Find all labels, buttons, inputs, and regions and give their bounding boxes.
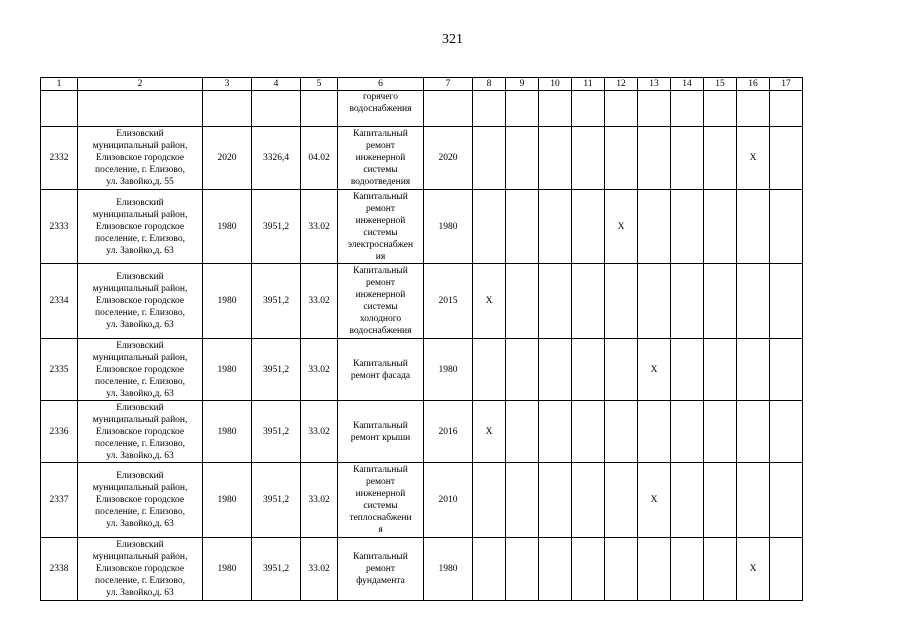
empty-cell	[737, 339, 770, 401]
table-row	[41, 401, 803, 463]
work-type-cell	[338, 538, 424, 601]
empty-cell	[704, 91, 737, 127]
empty-cell	[770, 264, 803, 339]
empty-cell	[473, 91, 506, 127]
address-cell	[78, 264, 203, 339]
plan-year: 2016	[424, 401, 473, 463]
empty-cell	[605, 463, 638, 538]
table-row	[41, 127, 803, 190]
code: 33.02	[301, 264, 338, 339]
area: 3951,2	[252, 463, 301, 538]
address-cell	[78, 127, 203, 190]
empty-cell	[572, 127, 605, 190]
work-line: инженерной	[355, 153, 406, 163]
column-header: 16	[737, 78, 770, 91]
build-year: 1980	[203, 463, 252, 538]
work-line: системы	[363, 501, 398, 511]
x-mark: X	[737, 127, 770, 190]
plan-year: 1980	[424, 190, 473, 264]
work-line: водоснабжения	[349, 326, 412, 336]
work-line: ремонт	[366, 141, 395, 151]
empty-cell	[572, 190, 605, 264]
row-number: 2333	[41, 190, 78, 264]
empty-cell	[704, 401, 737, 463]
area: 3326,4	[252, 127, 301, 190]
empty-cell	[473, 127, 506, 190]
column-header: 6	[338, 78, 424, 91]
column-header: 2	[78, 78, 203, 91]
empty-cell	[704, 190, 737, 264]
address-line: Елизовский	[116, 471, 164, 481]
empty-cell	[605, 339, 638, 401]
address-line: Елизовский	[116, 340, 164, 351]
empty-cell	[671, 463, 704, 538]
row-number: 2332	[41, 127, 78, 190]
empty-cell	[770, 190, 803, 264]
continuation-row	[41, 91, 803, 127]
empty-cell	[638, 127, 671, 190]
work-line: Капитальный	[353, 465, 408, 475]
work-line: ремонт	[366, 477, 395, 487]
address-cell	[78, 538, 203, 601]
empty-cell	[539, 463, 572, 538]
empty-cell	[539, 264, 572, 339]
work-line: Капитальный	[353, 358, 408, 369]
address-cell	[78, 463, 203, 538]
build-year: 2020	[203, 127, 252, 190]
work-type-cell	[338, 127, 424, 190]
table-row	[41, 339, 803, 401]
address-line: муниципальный район,	[92, 552, 188, 562]
empty-cell	[572, 91, 605, 127]
area: 3951,2	[252, 190, 301, 264]
area: 3951,2	[252, 339, 301, 401]
work-line: инженерной	[355, 215, 406, 226]
empty-cell	[572, 538, 605, 601]
address-line: поселение, г. Елизово,	[95, 376, 185, 387]
address-line: поселение, г. Елизово,	[95, 507, 185, 517]
empty-cell	[605, 538, 638, 601]
empty-cell	[78, 91, 203, 127]
row-number: 2337	[41, 463, 78, 538]
empty-cell	[671, 264, 704, 339]
empty-cell	[605, 127, 638, 190]
address-line: Елизовское городское	[95, 153, 185, 163]
x-mark: X	[638, 463, 671, 538]
column-header: 10	[539, 78, 572, 91]
code: 04.02	[301, 127, 338, 190]
code: 33.02	[301, 401, 338, 463]
page-number: 321	[442, 32, 463, 47]
work-line: Капитальный	[353, 191, 408, 202]
empty-cell	[737, 463, 770, 538]
empty-cell	[770, 127, 803, 190]
empty-cell	[572, 463, 605, 538]
empty-cell	[572, 401, 605, 463]
address-line: поселение, г. Елизово,	[95, 308, 185, 318]
plan-year: 2015	[424, 264, 473, 339]
empty-cell	[252, 91, 301, 127]
build-year: 1980	[203, 538, 252, 601]
address-line: Елизовский	[116, 197, 164, 208]
empty-cell	[506, 463, 539, 538]
empty-cell	[638, 91, 671, 127]
address-line: поселение, г. Елизово,	[95, 576, 185, 586]
plan-year: 2020	[424, 127, 473, 190]
work-line: системы	[363, 227, 398, 238]
empty-cell	[704, 264, 737, 339]
work-type-cell	[338, 463, 424, 538]
address-line: муниципальный район,	[92, 414, 188, 425]
address-line: Елизовский	[116, 272, 164, 282]
empty-cell	[473, 190, 506, 264]
empty-cell	[671, 401, 704, 463]
address-line: Елизовское городское	[95, 495, 185, 505]
address-line: ул. Завойко,д. 63	[106, 519, 174, 529]
column-header: 3	[203, 78, 252, 91]
empty-cell	[671, 127, 704, 190]
empty-cell	[770, 91, 803, 127]
column-header: 9	[506, 78, 539, 91]
address-line: муниципальный район,	[92, 209, 188, 220]
table-row	[41, 463, 803, 538]
work-line: ремонт крыши	[350, 432, 411, 443]
empty-cell	[704, 538, 737, 601]
column-header: 1	[41, 78, 78, 91]
build-year: 1980	[203, 264, 252, 339]
plan-year: 2010	[424, 463, 473, 538]
address-line: Елизовское городское	[95, 426, 185, 437]
x-mark: X	[638, 339, 671, 401]
column-header: 4	[252, 78, 301, 91]
work-line: инженерной	[355, 489, 406, 499]
address-line: ул. Завойко,д. 63	[106, 320, 174, 330]
address-line: муниципальный район,	[92, 483, 188, 493]
work-line: ия	[375, 251, 386, 262]
empty-cell	[770, 401, 803, 463]
address-cell	[78, 401, 203, 463]
address-line: поселение, г. Елизово,	[95, 165, 185, 175]
empty-cell	[704, 339, 737, 401]
empty-cell	[506, 190, 539, 264]
x-mark: X	[473, 401, 506, 463]
empty-cell	[704, 463, 737, 538]
row-number: 2334	[41, 264, 78, 339]
table-row	[41, 264, 803, 339]
column-header: 13	[638, 78, 671, 91]
work-line: горячего	[363, 92, 398, 102]
address-line: ул. Завойко,д. 63	[106, 588, 174, 598]
address-line: ул. Завойко,д. 63	[106, 450, 174, 461]
empty-cell	[301, 91, 338, 127]
address-line: поселение, г. Елизово,	[95, 438, 185, 449]
address-cell	[78, 339, 203, 401]
empty-cell	[539, 339, 572, 401]
row-number: 2336	[41, 401, 78, 463]
x-mark: X	[473, 264, 506, 339]
work-line: холодного	[359, 314, 402, 324]
address-line: муниципальный район,	[92, 352, 188, 363]
empty-cell	[770, 339, 803, 401]
work-line: ремонт фасада	[350, 370, 411, 381]
column-header: 17	[770, 78, 803, 91]
address-line: поселение, г. Елизово,	[95, 233, 185, 244]
empty-cell	[506, 264, 539, 339]
area: 3951,2	[252, 538, 301, 601]
empty-cell	[770, 538, 803, 601]
area: 3951,2	[252, 264, 301, 339]
code: 33.02	[301, 538, 338, 601]
empty-cell	[203, 91, 252, 127]
empty-cell	[605, 401, 638, 463]
work-line: Капитальный	[353, 266, 408, 276]
plan-year: 1980	[424, 339, 473, 401]
address-line: муниципальный район,	[92, 284, 188, 294]
work-type-cell	[338, 91, 424, 127]
empty-cell	[424, 91, 473, 127]
code: 33.02	[301, 339, 338, 401]
address-line: Елизовское городское	[95, 364, 185, 375]
x-mark: X	[605, 190, 638, 264]
work-line: я	[378, 525, 383, 535]
empty-cell	[770, 463, 803, 538]
work-line: системы	[363, 302, 398, 312]
address-line: ул. Завойко,д. 55	[106, 177, 174, 187]
empty-cell	[473, 463, 506, 538]
work-type-cell	[338, 264, 424, 339]
work-line: ремонт	[366, 278, 395, 288]
empty-cell	[671, 91, 704, 127]
empty-cell	[539, 401, 572, 463]
empty-cell	[737, 401, 770, 463]
table-row	[41, 538, 803, 601]
work-line: системы	[363, 165, 398, 175]
empty-cell	[473, 538, 506, 601]
empty-cell	[671, 538, 704, 601]
x-mark: X	[737, 538, 770, 601]
work-line: водоотведения	[350, 177, 411, 187]
empty-cell	[737, 264, 770, 339]
empty-cell	[506, 339, 539, 401]
column-header: 14	[671, 78, 704, 91]
work-type-cell	[338, 190, 424, 264]
empty-cell	[704, 127, 737, 190]
empty-cell	[506, 401, 539, 463]
address-line: муниципальный район,	[92, 141, 188, 151]
build-year: 1980	[203, 401, 252, 463]
address-line: ул. Завойко,д. 63	[106, 388, 174, 399]
work-line: Капитальный	[353, 420, 408, 431]
empty-cell	[638, 538, 671, 601]
work-line: ремонт	[366, 564, 395, 574]
empty-cell	[737, 190, 770, 264]
work-line: Капитальный	[353, 129, 408, 139]
code: 33.02	[301, 190, 338, 264]
address-line: Елизовское городское	[95, 564, 185, 574]
empty-cell	[539, 538, 572, 601]
work-line: электроснабжен	[347, 239, 414, 250]
empty-cell	[638, 190, 671, 264]
column-header: 5	[301, 78, 338, 91]
address-line: Елизовский	[116, 129, 164, 139]
empty-cell	[572, 264, 605, 339]
empty-cell	[506, 127, 539, 190]
empty-cell	[506, 91, 539, 127]
address-line: ул. Завойко,д. 63	[106, 245, 174, 256]
empty-cell	[539, 127, 572, 190]
column-header: 15	[704, 78, 737, 91]
area: 3951,2	[252, 401, 301, 463]
column-header: 12	[605, 78, 638, 91]
work-line: водоснабжения	[349, 104, 412, 114]
plan-year: 1980	[424, 538, 473, 601]
empty-cell	[605, 264, 638, 339]
table-row	[41, 190, 803, 264]
empty-cell	[737, 91, 770, 127]
code: 33.02	[301, 463, 338, 538]
empty-cell	[638, 264, 671, 339]
row-number: 2338	[41, 538, 78, 601]
address-cell	[78, 190, 203, 264]
address-line: Елизовское городское	[95, 296, 185, 306]
work-line: инженерной	[355, 290, 406, 300]
empty-cell	[671, 339, 704, 401]
work-line: теплоснабжени	[349, 513, 412, 523]
empty-cell	[605, 91, 638, 127]
empty-cell	[473, 339, 506, 401]
work-line: ремонт	[366, 203, 395, 214]
empty-cell	[638, 401, 671, 463]
empty-cell	[572, 339, 605, 401]
empty-cell	[539, 91, 572, 127]
empty-cell	[506, 538, 539, 601]
build-year: 1980	[203, 339, 252, 401]
address-line: Елизовский	[116, 402, 164, 413]
column-header: 11	[572, 78, 605, 91]
address-line: Елизовское городское	[95, 221, 185, 232]
address-line: Елизовский	[116, 540, 164, 550]
row-number: 2335	[41, 339, 78, 401]
build-year: 1980	[203, 190, 252, 264]
empty-cell	[539, 190, 572, 264]
work-line: фундамента	[356, 576, 405, 586]
repair-registry-table	[40, 77, 803, 601]
work-type-cell	[338, 401, 424, 463]
column-header: 7	[424, 78, 473, 91]
column-number-header	[41, 78, 803, 91]
column-header: 8	[473, 78, 506, 91]
empty-cell	[671, 190, 704, 264]
work-line: Капитальный	[353, 552, 408, 562]
work-type-cell	[338, 339, 424, 401]
empty-cell	[41, 91, 78, 127]
